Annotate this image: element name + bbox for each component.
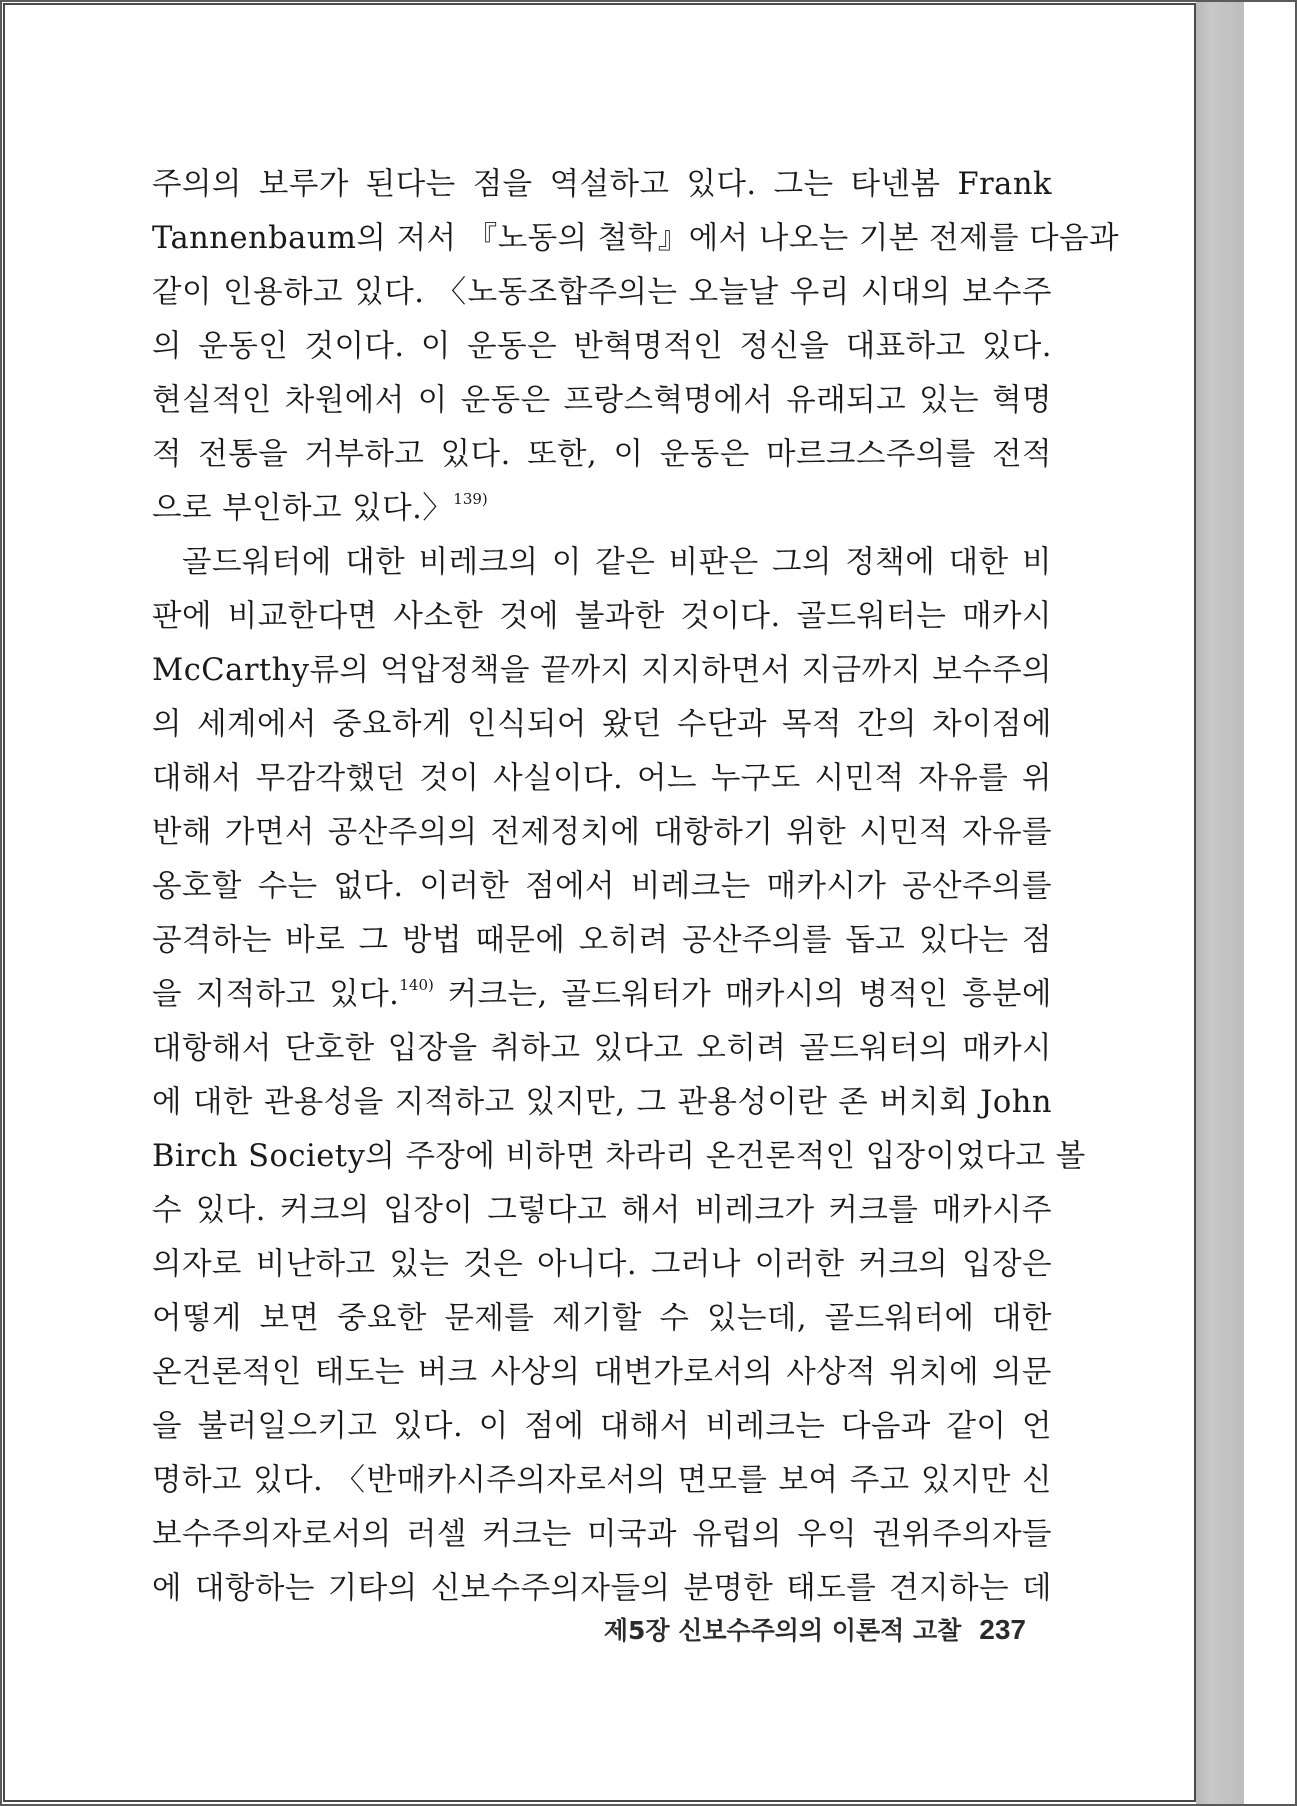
text-line [152,266,1052,320]
text-line [152,644,1052,698]
line-text: 수 있다. 커크의 입장이 그렇다고 해서 비레크가 커크를 매카시주 [152,1193,1052,1228]
text-line [152,482,1052,536]
line-text: 을 지적하고 있다. [152,977,400,1012]
line-text: 으로 부인하고 있다.〉 [152,491,454,526]
line-text: 적 전통을 거부하고 있다. 또한, 이 운동은 마르크스주의를 전적 [152,437,1052,472]
text-line [152,1346,1052,1400]
text-line [152,968,1052,1022]
text-line [152,1400,1052,1454]
line-text: 골드워터에 대한 비레크의 이 같은 비판은 그의 정책에 대한 비 [182,545,1052,580]
line-text: 대해서 무감각했던 것이 사실이다. 어느 누구도 시민적 자유를 위 [152,761,1052,796]
line-text: Birch Society의 주장에 비하면 차라리 온건론적인 입장이었다고 볼 [152,1139,1086,1174]
line-text: 의 운동인 것이다. 이 운동은 반혁명적인 정신을 대표하고 있다. [152,329,1052,364]
line-text: 옹호할 수는 없다. 이러한 점에서 비레크는 매카시가 공산주의를 [152,869,1052,904]
text-line [152,1022,1052,1076]
line-text: 판에 비교한다면 사소한 것에 불과한 것이다. 골드워터는 매카시 [152,599,1052,634]
line-text: McCarthy류의 억압정책을 끝까지 지지하면서 지금까지 보수주의 [152,653,1052,688]
line-text: 주의의 보루가 된다는 점을 역설하고 있다. 그는 타넨봄 Frank [152,167,1052,202]
text-line [152,1562,1052,1616]
line-text: 반해 가면서 공산주의의 전제정치에 대항하기 위한 시민적 자유를 [152,815,1052,850]
body-text [152,158,1119,1616]
line-text: 을 불러일으키고 있다. 이 점에 대해서 비레크는 다음과 같이 언 [152,1409,1052,1444]
footnote-marker: 139) [453,490,488,508]
line-text: 공격하는 바로 그 방법 때문에 오히려 공산주의를 돕고 있다는 점 [152,923,1052,958]
text-line [152,212,1119,266]
line-text: 명하고 있다. 〈반매카시주의자로서의 면모를 보여 주고 있지만 신 [152,1463,1052,1498]
text-line [152,914,1052,968]
line-text: 의 세계에서 중요하게 인식되어 왔던 수단과 목적 간의 차이점에 [152,707,1052,742]
line-text: 온건론적인 태도는 버크 사상의 대변가로서의 사상적 위치에 의문 [152,1355,1052,1390]
text-line [152,1508,1052,1562]
line-text: 의자로 비난하고 있는 것은 아니다. 그러나 이러한 커크의 입장은 [152,1247,1052,1282]
book-spine-edge [1196,0,1244,1806]
line-text: Tannenbaum의 저서 『노동의 철학』에서 나오는 기본 전제를 다음과 [152,221,1119,256]
text-line [152,1238,1052,1292]
text-line [152,698,1052,752]
footnote-marker: 140) [399,976,434,994]
text-line [152,1130,1086,1184]
text-line [152,158,1052,212]
line-text: 같이 인용하고 있다. 〈노동조합주의는 오늘날 우리 시대의 보수주 [152,275,1052,310]
line-text: 에 대항하는 기타의 신보수주의자들의 분명한 태도를 견지하는 데 [152,1571,1052,1606]
page-number: 237 [979,1614,1026,1645]
text-line [152,590,1052,644]
line-text: 에 대한 관용성을 지적하고 있지만, 그 관용성이란 존 버치회 John [152,1085,1052,1120]
text-line [152,428,1052,482]
text-line [152,860,1052,914]
line-text: 현실적인 차원에서 이 운동은 프랑스혁명에서 유래되고 있는 혁명 [152,383,1052,418]
line-text: 보수주의자로서의 러셀 커크는 미국과 유럽의 우익 권위주의자들 [152,1517,1052,1552]
line-text: 어떻게 보면 중요한 문제를 제기할 수 있는데, 골드워터에 대한 [152,1301,1052,1336]
text-line [152,536,1052,590]
text-line [152,374,1052,428]
text-line [152,1454,1052,1508]
chapter-title: 제5장 신보수주의의 이론적 고찰 [603,1616,962,1645]
running-footer [600,1610,1026,1650]
text-line [152,1076,1052,1130]
line-text: 대항해서 단호한 입장을 취하고 있다고 오히려 골드워터의 매카시 [152,1031,1052,1066]
line-text-continued: 커크는, 골드워터가 매카시의 병적인 흥분에 [433,977,1052,1012]
text-line [152,1184,1052,1238]
text-line [152,1292,1052,1346]
text-line [152,320,1052,374]
text-line [152,752,1052,806]
text-line [152,806,1052,860]
